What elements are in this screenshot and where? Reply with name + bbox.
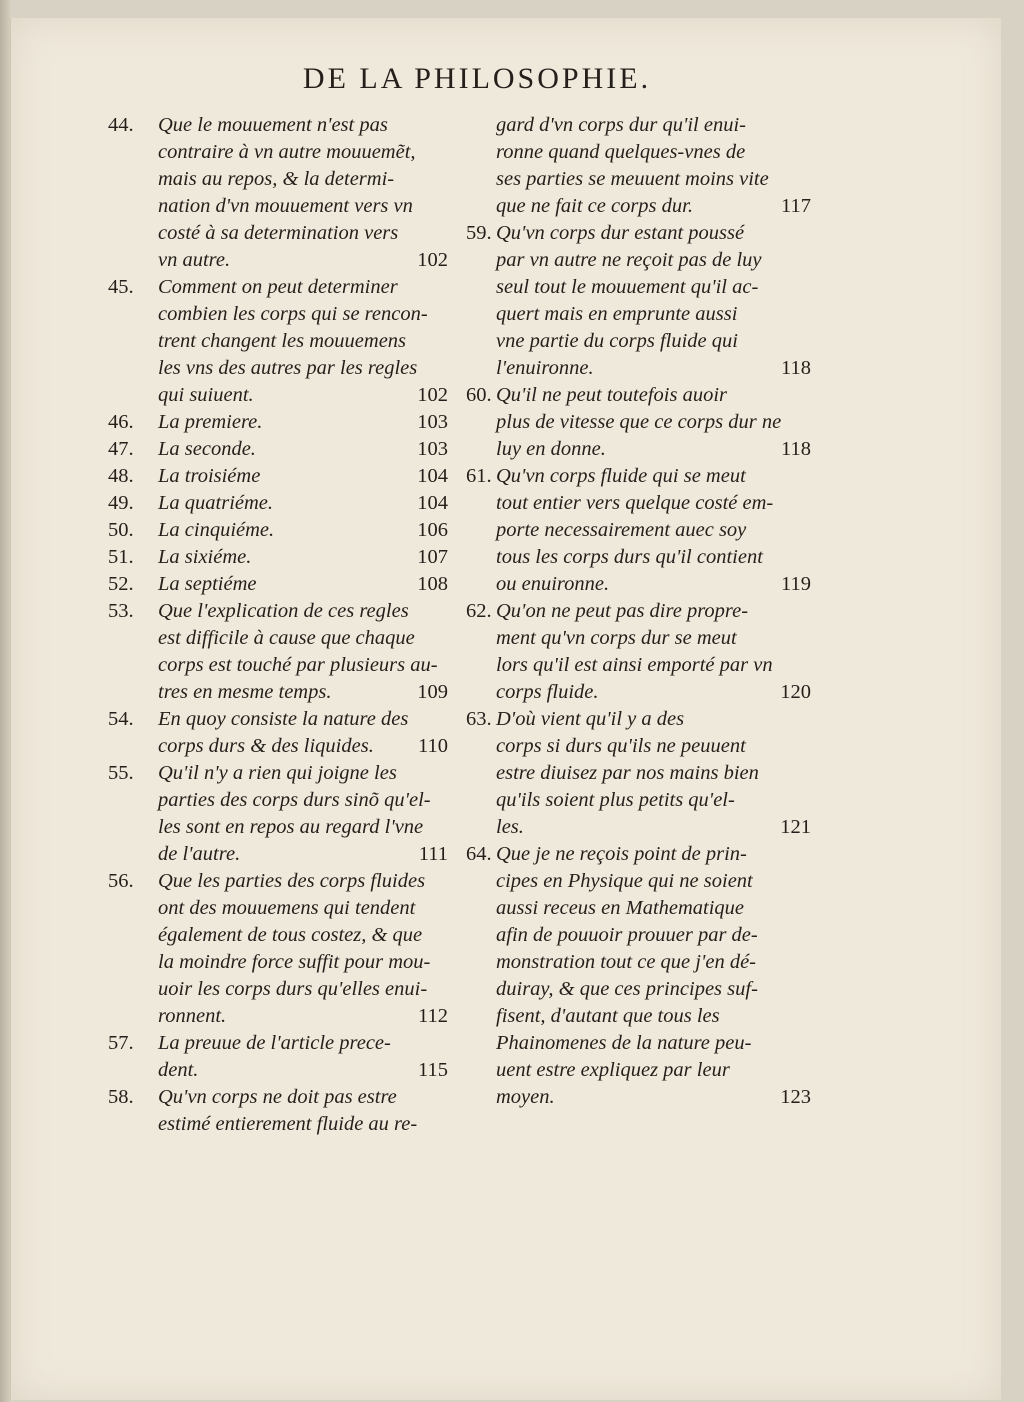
toc-entry [466,841,811,1111]
entry-text-line: corps durs & des liquides. [158,735,374,757]
entry-text-line: les vns des autres par les regles [158,357,418,379]
article-number: 63. [466,708,492,730]
toc-entry [108,1030,448,1084]
article-number: 53. [108,600,134,622]
page-reference: 104 [417,465,448,487]
entry-text-line: plus de vitesse que ce corps dur ne [496,411,782,433]
entry-text-line: Phainomenes de la nature peu- [496,1032,752,1054]
entry-text-line: contraire à vn autre mouuemẽt, [158,141,416,163]
toc-entry [108,409,448,436]
entry-text-line: Comment on peut determiner [158,276,398,298]
entry-text-line: gard d'vn corps dur qu'il enui- [496,114,747,136]
article-number: 57. [108,1032,134,1054]
entry-text-line: estre diuisez par nos mains bien [496,762,759,784]
toc-entry [466,598,811,706]
entry-text-line: vn autre. [158,249,231,271]
article-number: 46. [108,411,134,433]
entry-text-line: luy en donne. [496,438,606,460]
toc-entry [108,868,448,1030]
article-number: 60. [466,384,492,406]
entry-text-line: mais au repos, & la determi- [158,168,395,190]
page-reference: 102 [417,249,448,271]
article-number: 49. [108,492,134,514]
toc-entry [108,274,448,409]
page-reference: 112 [418,1005,448,1027]
entry-text-line: uoir les corps durs qu'elles enui- [158,978,428,1000]
article-number: 62. [466,600,492,622]
entry-text-line: ronnent. [158,1005,227,1027]
article-number: 47. [108,438,134,460]
entry-text-line: La quatriéme. [158,492,274,514]
entry-text-line: ont des mouuemens qui tendent [158,897,416,919]
entry-text-line: l'enuironne. [496,357,594,379]
entry-text-line: de l'autre. [158,843,241,865]
entry-text-line: la moindre force suffit pour mou- [158,951,431,973]
entry-text-line: ou enuironne. [496,573,610,595]
entry-text-line: qu'ils soient plus petits qu'el- [496,789,735,811]
page-reference: 117 [781,195,811,217]
entry-text-line: également de tous costez, & que [158,924,423,946]
page-reference: 106 [417,519,448,541]
page-reference: 108 [417,573,448,595]
entry-text-line: Qu'vn corps fluide qui se meut [496,465,746,487]
article-number: 51. [108,546,134,568]
toc-entry [108,571,448,598]
article-number: 56. [108,870,134,892]
entry-text-line: Qu'il n'y a rien qui joigne les [158,762,397,784]
entry-text-line: quert mais en emprunte aussi [496,303,738,325]
entry-text-line: les sont en repos au regard l'vne [158,816,424,838]
entry-text-line: ment qu'vn corps dur se meut [496,627,737,649]
entry-text-line: dent. [158,1059,199,1081]
entry-text-line: Qu'vn corps dur estant poussé [496,222,745,244]
article-number: 55. [108,762,134,784]
page-reference: 115 [418,1059,448,1081]
binding-edge [0,0,10,1402]
toc-entry [108,760,448,868]
entry-text-line: porte necessairement auec soy [496,519,747,541]
entry-text-line: cipes en Physique qui ne soient [496,870,753,892]
entry-text-line: trent changent les mouuemens [158,330,407,352]
entry-text-line: En quoy consiste la nature des [158,708,409,730]
article-number: 54. [108,708,134,730]
toc-entry [108,517,448,544]
running-header: DE LA PHILOSOPHIE. [302,62,652,95]
entry-text-line: ses parties se meuuent moins vite [496,168,769,190]
entry-text-line: monstration tout ce que j'en dé- [496,951,757,973]
entry-text-line: La troisiéme [158,465,261,487]
page-reference: 120 [780,681,811,703]
page-reference: 118 [781,357,811,379]
page-reference: 119 [781,573,811,595]
entry-text-line: La premiere. [158,411,263,433]
toc-entry [466,112,811,220]
toc-entry [466,220,811,382]
entry-text-line: parties des corps durs sinõ qu'el- [158,789,431,811]
page-reference: 102 [417,384,448,406]
article-number: 59. [466,222,492,244]
entry-text-line: que ne fait ce corps dur. [496,195,693,217]
entry-text-line: tous les corps durs qu'il contient [496,546,763,568]
entry-text-line: est difficile à cause que chaque [158,627,415,649]
article-number: 48. [108,465,134,487]
entry-text-line: La septiéme [158,573,257,595]
toc-entry [108,706,448,760]
page-reference: 103 [417,411,448,433]
entry-text-line: nation d'vn mouuement vers vn [158,195,413,217]
article-number: 58. [108,1086,134,1108]
toc-entry [108,490,448,517]
entry-text-line: duiray, & que ces principes suf- [496,978,758,1000]
entry-text-line: corps est touché par plusieurs au- [158,654,438,676]
entry-text-line: Que le mouuement n'est pas [158,114,388,136]
page-reference: 123 [780,1086,811,1108]
page-reference: 118 [781,438,811,460]
entry-text-line: costé à sa determination vers [158,222,399,244]
entry-text-line: qui suiuent. [158,384,254,406]
page-reference: 121 [780,816,811,838]
article-number: 64. [466,843,492,865]
entry-text-line: vne partie du corps fluide qui [496,330,738,352]
entry-text-line: uent estre expliquez par leur [496,1059,730,1081]
entry-text-line: estimé entierement fluide au re- [158,1113,418,1135]
entry-text-line: seul tout le mouuement qu'il ac- [496,276,759,298]
entry-text-line: tres en mesme temps. [158,681,332,703]
page-reference: 110 [418,735,448,757]
entry-text-line: les. [496,816,524,838]
entry-text-line: La preuue de l'article prece- [158,1032,391,1054]
entry-text-line: moyen. [496,1086,555,1108]
entry-text-line: aussi receus en Mathematique [496,897,745,919]
entry-text-line: par vn autre ne reçoit pas de luy [496,249,762,271]
page-reference: 103 [417,438,448,460]
entry-text-line: La cinquiéme. [158,519,275,541]
entry-text-line: combien les corps qui se rencon- [158,303,428,325]
entry-text-line: Qu'vn corps ne doit pas estre [158,1086,397,1108]
entry-text-line: Qu'on ne peut pas dire propre- [496,600,749,622]
entry-text-line: La seconde. [158,438,256,460]
page-reference: 111 [418,843,448,865]
article-number: 44. [108,114,134,136]
entry-text-line: Que l'explication de ces regles [158,600,409,622]
page-reference: 107 [417,546,448,568]
toc-entry [108,436,448,463]
article-number: 52. [108,573,134,595]
article-number: 45. [108,276,134,298]
toc-entry [108,1084,448,1138]
toc-entry [466,382,811,463]
toc-entry [108,598,448,706]
entry-text-line: corps fluide. [496,681,599,703]
entry-text-line: Que je ne reçois point de prin- [496,843,747,865]
toc-entry [108,112,448,274]
left-column [108,112,448,1138]
toc-entry [466,706,811,841]
entry-text-line: corps si durs qu'ils ne peuuent [496,735,746,757]
page-reference: 104 [417,492,448,514]
toc-entry [108,463,448,490]
page-reference: 109 [417,681,448,703]
entry-text-line: D'où vient qu'il y a des [496,708,685,730]
toc-entry [108,544,448,571]
entry-text-line: Que les parties des corps fluides [158,870,426,892]
entry-text-line: La sixiéme. [158,546,252,568]
entry-text-line: afin de pouuoir prouuer par de- [496,924,758,946]
entry-text-line: Qu'il ne peut toutefois auoir [496,384,728,406]
article-number: 50. [108,519,134,541]
toc-entry [466,463,811,598]
entry-text-line: tout entier vers quelque costé em- [496,492,774,514]
entry-text-line: lors qu'il est ainsi emporté par vn [496,654,773,676]
entry-text-line: fisent, d'autant que tous les [496,1005,720,1027]
right-column [466,112,811,1111]
article-number: 61. [466,465,492,487]
entry-text-line: ronne quand quelques-vnes de [496,141,746,163]
